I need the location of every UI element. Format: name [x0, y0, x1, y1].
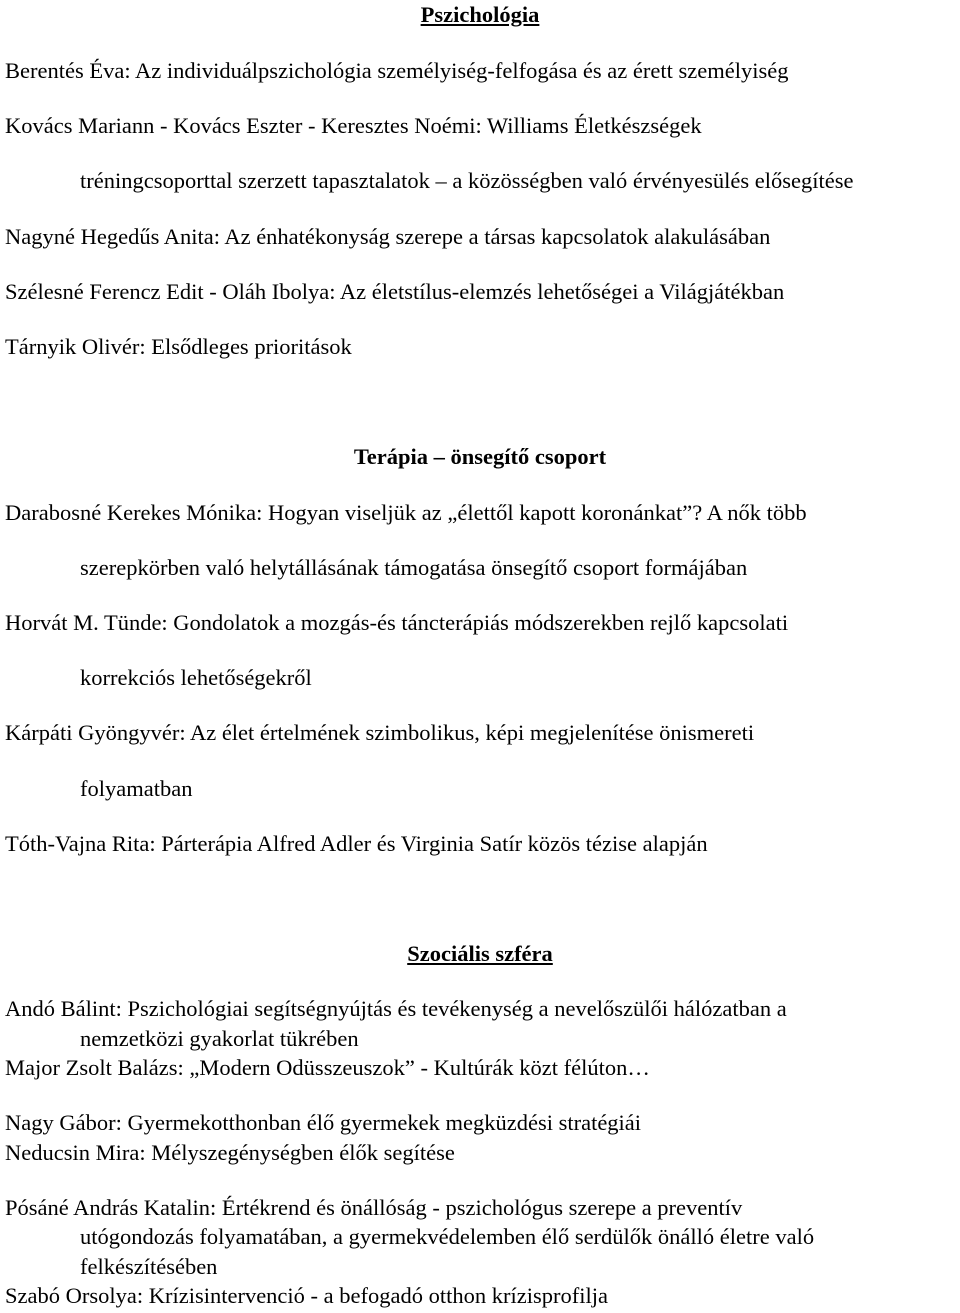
entry-line: Kovács Mariann - Kovács Eszter - Keresztes Noémi: Williams Életkészségek — [5, 113, 702, 138]
section-heading-social: Szociális szféra — [407, 941, 553, 966]
entry-line: Szélesné Ferencz Edit - Oláh Ibolya: Az életstílus-elemzés lehetőségei a Világjátékban — [5, 279, 785, 304]
section-heading-therapy: Terápia – önsegítő csoport — [353, 444, 607, 469]
entry-line: Pósáné András Katalin: Értékrend és önállóság - pszichológus szerepe a preventív — [5, 1195, 743, 1220]
entry-line: Nagy Gábor: Gyermekotthonban élő gyermekek megküzdési stratégiái — [5, 1110, 642, 1135]
entry-line-continuation: korrekciós lehetőségekről — [80, 665, 312, 690]
entry-line-continuation: szerepkörben való helytállásának támogatása önsegítő csoport formájában — [80, 555, 748, 580]
entry-line: Horvát M. Tünde: Gondolatok a mozgás-és táncterápiás módszerekben rejlő kapcsolati — [5, 610, 789, 635]
entry-line-continuation: folyamatban — [80, 776, 193, 801]
entry-line: Darabosné Kerekes Mónika: Hogyan viseljük az „élettől kapott koronánkat”? A nők több — [5, 500, 807, 525]
section-heading-psychology: Pszichológia — [420, 2, 540, 27]
entry-line: Berentés Éva: Az individuálpszichológia személyiség-felfogása és az érett személyiség — [5, 58, 789, 83]
entry-line: Szabó Orsolya: Krízisintervenció - a befogadó otthon krízisprofilja — [5, 1283, 608, 1308]
entry-line: Neducsin Mira: Mélyszegénységben élők segítése — [5, 1140, 455, 1165]
entry-line-continuation: nemzetközi gyakorlat tükrében — [80, 1026, 359, 1051]
entry-line: Tóth-Vajna Rita: Párterápia Alfred Adler és Virginia Satír közös tézise alapján — [5, 831, 708, 856]
entry-line-continuation: utógondozás folyamatában, a gyermekvédelemben élő serdülők önálló életre való — [80, 1224, 815, 1249]
entry-line: Andó Bálint: Pszichológiai segítségnyújtás és tevékenység a nevelőszülői hálózatban a — [5, 996, 787, 1021]
entry-line-continuation: tréningcsoporttal szerzett tapasztalatok – a közösségben való érvényesülés elősegítése — [80, 168, 854, 193]
entry-line: Tárnyik Olivér: Elsődleges prioritások — [5, 334, 352, 359]
entry-line: Kárpáti Gyöngyvér: Az élet értelmének szimbolikus, képi megjelenítése önismereti — [5, 720, 755, 745]
entry-line-continuation: felkészítésében — [80, 1254, 218, 1279]
entry-line: Major Zsolt Balázs: „Modern Odüsszeuszok” - Kultúrák közt félúton… — [5, 1055, 650, 1080]
entry-line: Nagyné Hegedűs Anita: Az énhatékonyság szerepe a társas kapcsolatok alakulásában — [5, 224, 771, 249]
